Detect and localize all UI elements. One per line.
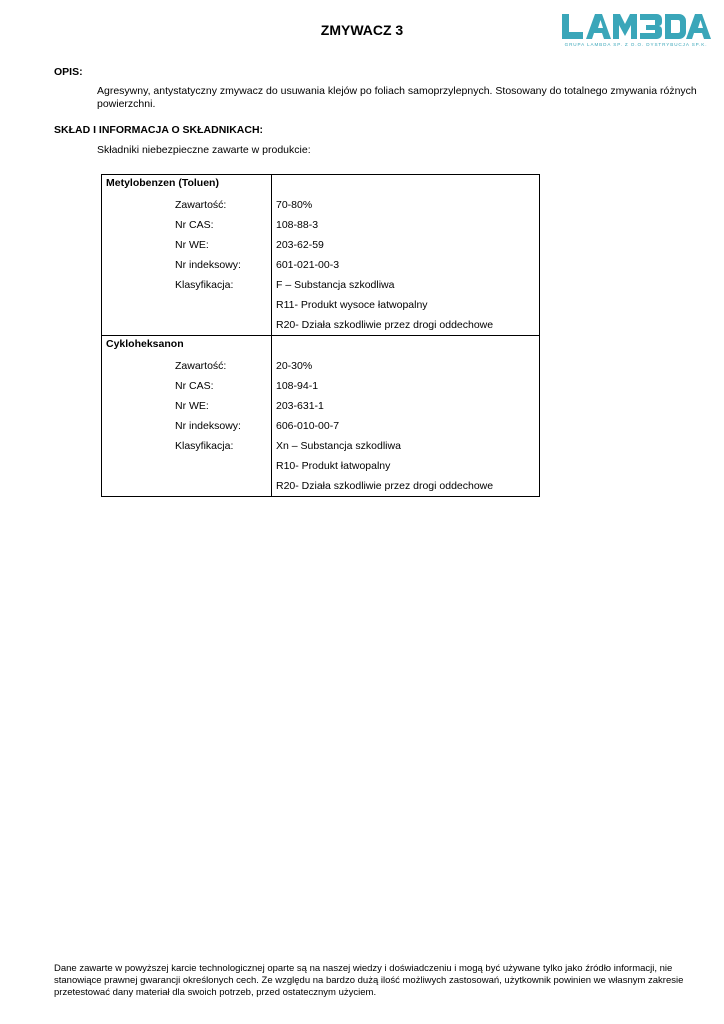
- component-property-row: [102, 315, 540, 336]
- property-value: 20-30%: [272, 356, 540, 376]
- property-label: Nr indeksowy:: [102, 416, 272, 436]
- logo-letter-shape: [665, 14, 686, 39]
- document-title: ZMYWACZ 3: [320, 22, 404, 38]
- component-property-row: [102, 215, 540, 235]
- component-name: Metylobenzen (Toluen): [102, 175, 272, 196]
- property-value: R10- Produkt łatwopalny: [272, 456, 540, 476]
- component-property-row: [102, 456, 540, 476]
- property-value: 70-80%: [272, 195, 540, 215]
- property-label: Zawartość:: [102, 356, 272, 376]
- property-label: Klasyfikacja:: [102, 436, 272, 456]
- property-label: Nr WE:: [102, 235, 272, 255]
- opis-heading: OPIS:: [54, 66, 83, 78]
- property-label: Nr CAS:: [102, 376, 272, 396]
- logo-letter-shape: [562, 14, 583, 39]
- property-label: Nr CAS:: [102, 215, 272, 235]
- component-property-row: [102, 195, 540, 215]
- property-value: 108-94-1: [272, 376, 540, 396]
- component-header-blank: [272, 336, 540, 357]
- footer-disclaimer: Dane zawarte w powyższej karcie technologicznej oparte są na naszej wiedzy i doświadczeniu i mogą być używane tylko jako źródło informacji, nie stanowiące prawnej gwarancji określonych cech. Ze względu na bardzo dużą ilość możliwych zastosowań, użytkownik powinien we własnym zakresie przetestować dany materiał dla swoich potrzeb, przed ostatecznym użyciem.: [54, 963, 684, 998]
- property-value: 108-88-3: [272, 215, 540, 235]
- property-value: R11- Produkt wysoce łatwopalny: [272, 295, 540, 315]
- property-label: Zawartość:: [102, 195, 272, 215]
- component-header-row: [102, 336, 540, 357]
- logo-letter-shape: [586, 14, 611, 39]
- components-table: [101, 174, 540, 497]
- property-value: Xn – Substancja szkodliwa: [272, 436, 540, 456]
- property-label: Nr indeksowy:: [102, 255, 272, 275]
- logo-letter-shape: [640, 14, 662, 39]
- component-property-row: [102, 356, 540, 376]
- component-property-row: [102, 295, 540, 315]
- property-value: R20- Działa szkodliwie przez drogi oddechowe: [272, 315, 540, 336]
- component-name: Cykloheksanon: [102, 336, 272, 357]
- property-label: [102, 295, 272, 315]
- property-label: Nr WE:: [102, 396, 272, 416]
- component-property-row: [102, 275, 540, 295]
- property-value: 606-010-00-7: [272, 416, 540, 436]
- component-property-row: [102, 235, 540, 255]
- sklad-intro: Składniki niebezpieczne zawarte w produkcie:: [97, 144, 311, 156]
- logo-tagline: GRUPA LAMBDA SP. Z O.O. DYSTRYBUCJA SP.K.: [564, 42, 708, 47]
- component-header-row: [102, 175, 540, 196]
- component-property-row: [102, 376, 540, 396]
- property-value: 601-021-00-3: [272, 255, 540, 275]
- property-label: [102, 476, 272, 497]
- logo-letter-shape: [613, 14, 637, 39]
- property-value: 203-62-59: [272, 235, 540, 255]
- sklad-heading: SKŁAD I INFORMACJA O SKŁADNIKACH:: [54, 124, 264, 136]
- component-property-row: [102, 255, 540, 275]
- component-property-row: [102, 416, 540, 436]
- property-value: R20- Działa szkodliwie przez drogi oddechowe: [272, 476, 540, 497]
- component-property-row: [102, 436, 540, 456]
- lambda-logo-graphic: [560, 12, 712, 50]
- component-header-blank: [272, 175, 540, 196]
- property-value: F – Substancja szkodliwa: [272, 275, 540, 295]
- opis-text: Agresywny, antystatyczny zmywacz do usuwania klejów po foliach samoprzylepnych. Stosowany do totalnego zmywania różnych powierzchni.: [97, 85, 697, 110]
- component-property-row: [102, 396, 540, 416]
- lambda-logo: [560, 12, 712, 50]
- component-property-row: [102, 476, 540, 497]
- property-value: 203-631-1: [272, 396, 540, 416]
- property-label: [102, 315, 272, 336]
- logo-letter-shape: [686, 14, 711, 39]
- property-label: Klasyfikacja:: [102, 275, 272, 295]
- property-label: [102, 456, 272, 476]
